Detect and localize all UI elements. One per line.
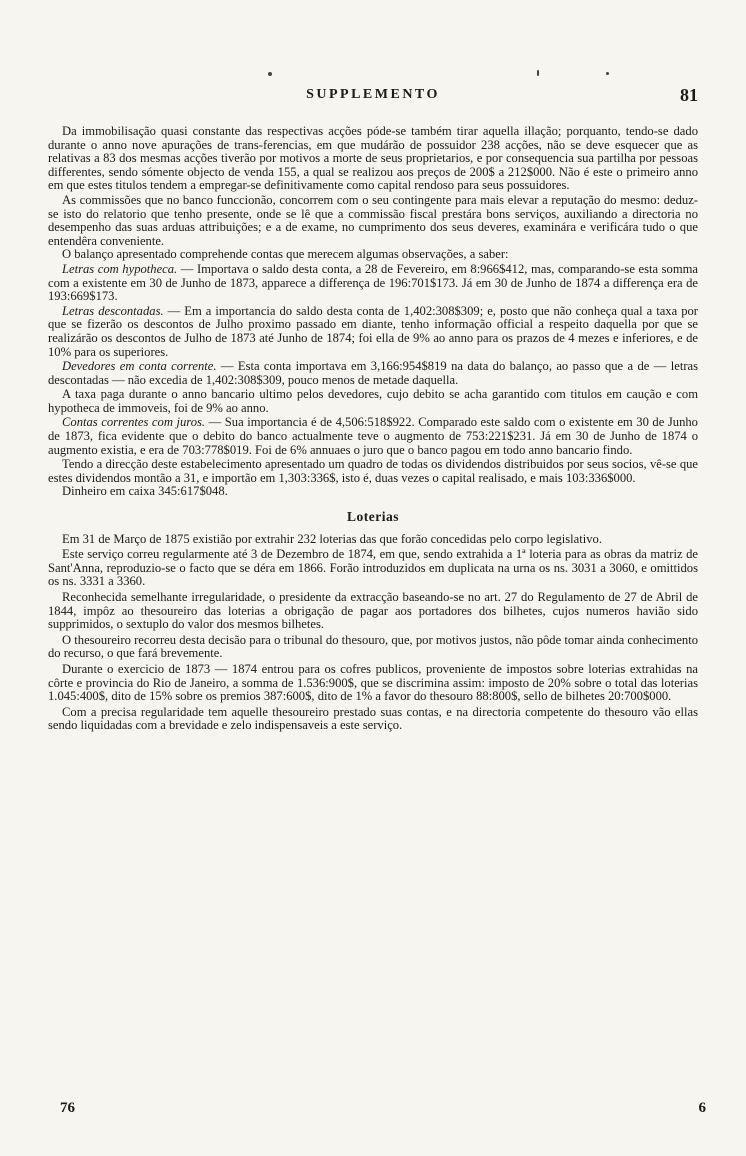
paragraph: Com a precisa regularidade tem aquelle thesoureiro prestado suas contas, e na directoria competente do thesouro vão ellas sendo liquidadas com a brevidade e zelo indispensaveis a este serviço. — [48, 704, 698, 733]
footer-right-number: 6 — [698, 1100, 706, 1116]
entry-label: Contas correntes com juros. — [62, 415, 206, 430]
paragraph: Em 31 de Março de 1875 existião por extrahir 232 loterias das que forão concedidas pelo corpo legislativo. — [62, 531, 602, 546]
page-number: 81 — [680, 85, 698, 105]
entry-text: — Sua importancia é de 4,506:518$922. Comparado este saldo com o existente em 30 de Junho de 1873, fica evidente que o debito do banco actualmente teve o augmento de 753:221$231. Já em 30 de Junho de 1874 o augmento existia, e era de 703:778$019. Foi de 6% annuaes o juro que o banco pagou em todo anno bancario findo. — [48, 415, 698, 457]
paragraph: As commissões que no banco funccionão, concorrem com o seu contingente para mais elevar a reputação do mesmo: deduz-se isto do relatorio que tenho presente, onde se lê que a commissão fiscal prestára bons serviços, auxiliando a directoria no desempenho das suas arduas attribuições; e a de exame, no cumprimento dos seus deveres, examinára e verificára tudo o que entendêra conveniente. — [48, 192, 698, 248]
page-footer — [60, 1100, 706, 1120]
entry-paragraph — [48, 263, 698, 304]
page — [48, 55, 698, 735]
entry-text: — Em a importancia do saldo desta conta de 1,402:308$309; e, posto que não conheça qual a taxa por que se fizerão os descontos de Julho proximo passado em diante, tenho informação official a respeito daquella por que se realizárão os descontos de Julho de 1873 até Junho de 1874; foi ella de 9% ao anno para os prazos de 4 mezes e inferiores, e de 10% para os superiores. — [48, 303, 698, 359]
section-heading: Loterias — [347, 509, 399, 525]
entry-paragraph — [48, 360, 698, 387]
running-header — [48, 55, 698, 105]
loterias-section — [48, 533, 698, 733]
entry-label: Letras com hypotheca. — [62, 261, 178, 276]
paragraph: Dinheiro em caixa 345:617$048. — [62, 484, 228, 499]
paragraph: Tendo a direcção deste estabelecimento apresentado um quadro de todas os dividendos distribuidos por seus socios, vê-se que estes dividendos montão a 31, e importão em 1,303:336$, isto é, duas vezes o capital realisado, e mais 103:336$000. — [48, 457, 698, 485]
entry-label: Devedores em conta corrente. — [62, 359, 217, 374]
entry-paragraph — [48, 416, 698, 457]
page-title: SUPPLEMENTO — [306, 87, 440, 102]
footer-left-number: 76 — [60, 1100, 75, 1116]
paragraph: Durante o exercicio de 1873 — 1874 entrou para os cofres publicos, proveniente de impostos sobre loterias extrahidas na côrte e provincia do Rio de Janeiro, a somma de 1.536:900$, que se discrimina assim: imposto de 20% sobre o total das loterias 1.045:400$, dito de 15% sobre os premios 387:600$, dito de 1% a favor do thesouro 88:800$, sello de bilhetes 20:700$000. — [48, 661, 698, 704]
paragraph: Reconhecida semelhante irregularidade, o presidente da extracção baseando-se no art. 27 do Regulamento de 27 de Abril de 1844, impôz ao thesoureiro das loterias a obrigação de pagar aos portadores dos bilhetes, cujos numeros havião sido supprimidos, o sextuplo do valor dos mesmos bilhetes. — [48, 590, 698, 632]
paragraph: O balanço apresentado comprehende contas que merecem algumas observações, a saber: — [62, 247, 509, 262]
paragraph: O thesoureiro recorreu desta decisão para o tribunal do thesouro, que, por motivos justos, não pôde tomar ainda conhecimento do recurso, o que fará brevemente. — [48, 632, 698, 661]
paragraph: Da immobilisação quasi constante das respectivas acções póde-se também tirar aquella illação; porquanto, tendo-se dado durante o anno nove apurações de trans-ferencias, em que mudárão de possuidor 238 acções, não se deve esquecer que as relativas a 83 dos mesmas acções tiverão por motivos a morte de seus proprietarios, e por consequencia sua partilha por pessoas differentes, sendo sómente objecto de venda 155, a qual se realizou aos preços de 200$ a 212$000. Não é este o primeiro anno em que estes titulos tendem a empregar-se definitivamente como capital rendoso para seus possuidores. — [48, 124, 698, 193]
entry-paragraph — [48, 305, 698, 359]
entry-text: — Esta conta importava em 3,166:954$819 na data do balanço, ao passo que a de — letras descontadas — não excedia de 1,402:308$309, pouco menos de metade daquella. — [48, 359, 698, 387]
entry-label: Letras descontadas. — [62, 303, 164, 318]
body-text — [48, 125, 698, 733]
paragraph: A taxa paga durante o anno bancario ultimo pelos devedores, cujo debito se acha garantido com titulos em caução e com hypotheca de immoveis, foi de 9% ao anno. — [48, 387, 698, 415]
paragraph: Este serviço correu regularmente até 3 de Dezembro de 1874, em que, sendo extrahida a 1ª loteria para as obras da matriz de Sant'Anna, reproduzio-se o facto que se déra em 1866. Forão introduzidos em duplicata na urna os ns. 3031 a 3060, e omittidos os ns. 3331 a 3360. — [48, 547, 698, 589]
entry-text: — Importava o saldo desta conta, a 28 de Fevereiro, em 8:966$412, mas, comparando-se esta somma com a existente em 30 de Junho de 1873, apparece a differença de 196:701$173. Já em 30 de Junho de 1874 a differença era de 193:669$173. — [48, 261, 698, 304]
